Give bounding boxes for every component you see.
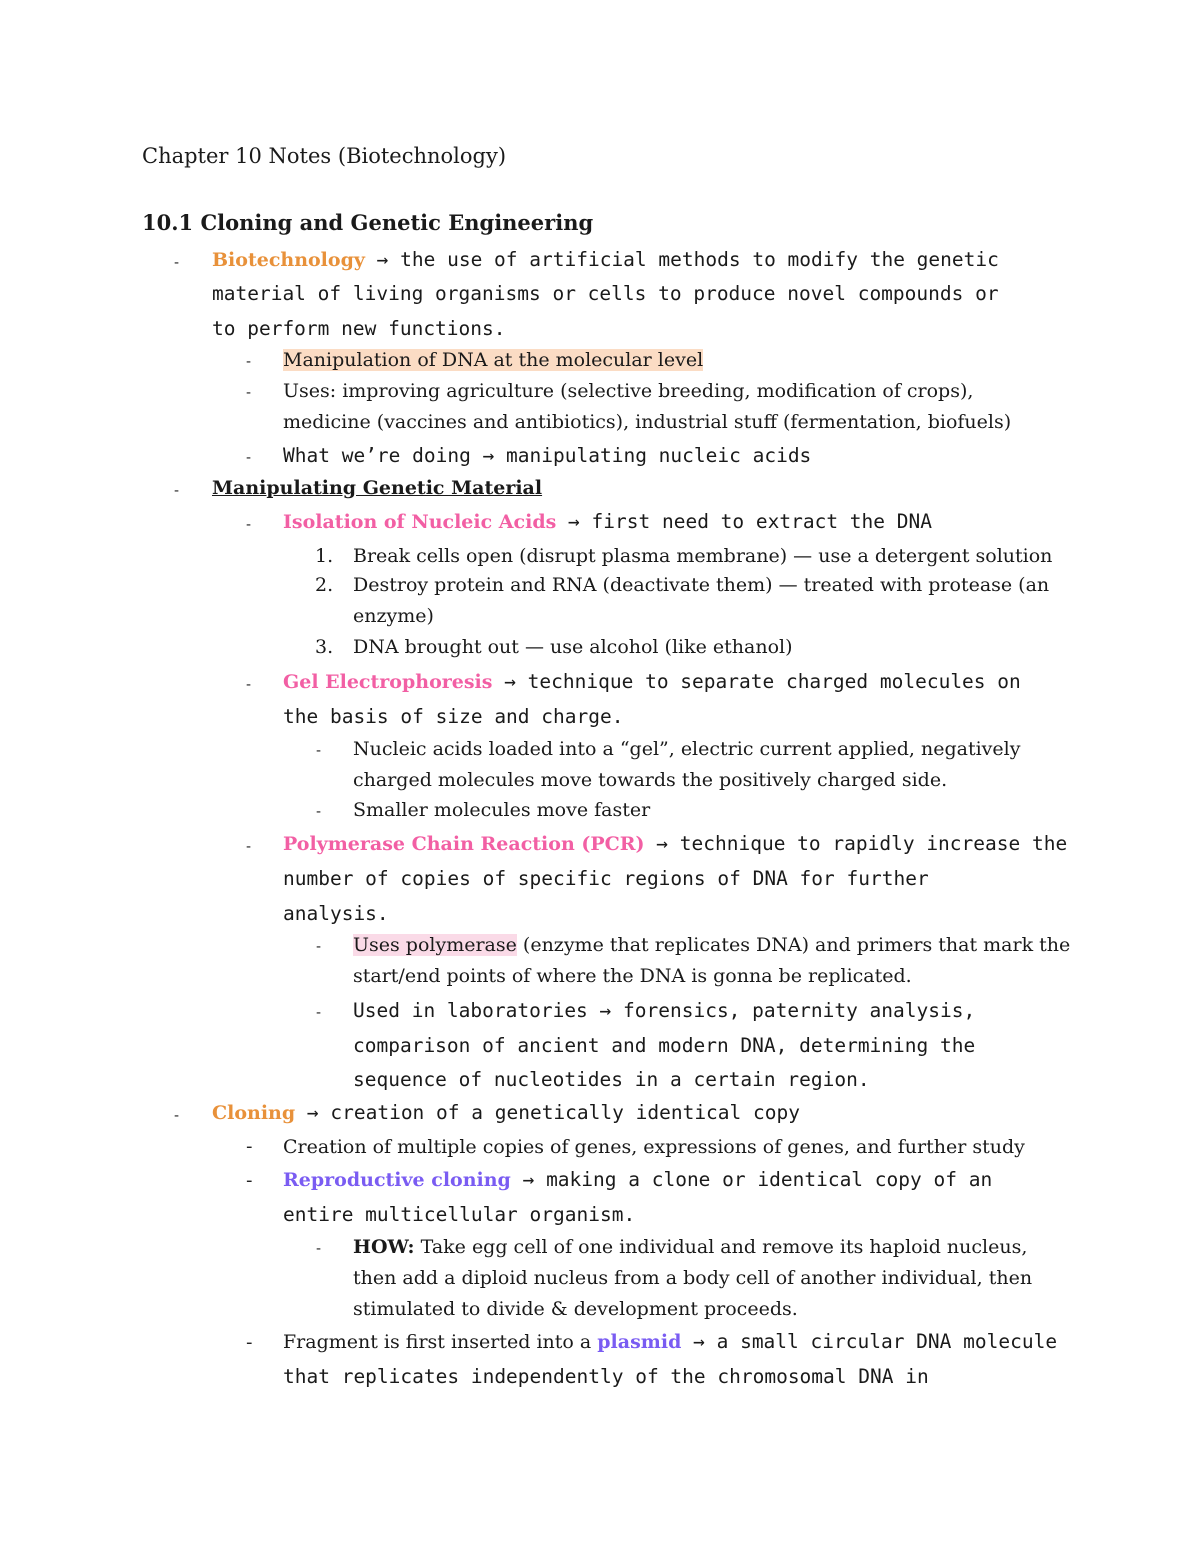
bullet-heavy-dash: -	[246, 1332, 253, 1353]
step-number: 2.	[315, 574, 334, 596]
pcr-sub-1-line-1	[353, 932, 1070, 958]
repro-def-1: → making a clone or identical copy of an	[510, 1168, 993, 1191]
step-text: DNA brought out — use alcohol (like ethanol)	[353, 636, 793, 658]
how-line-1	[353, 1234, 1027, 1260]
pcr-line-1	[283, 831, 1067, 857]
biotech-sub-2-line-1: Uses: improving agriculture (selective breeding, modification of crops),	[283, 380, 974, 402]
pcr-sub-1-line-2: start/end points of where the DNA is gonna be replicated.	[353, 965, 912, 987]
pcr-def-1: → technique to rapidly increase the	[644, 832, 1068, 855]
how-line-3: stimulated to divide & development proceeds.	[353, 1298, 798, 1320]
biotech-def-2: material of living organisms or cells to produce novel compounds or	[212, 282, 999, 305]
bullet-dash: -	[246, 354, 252, 370]
gel-def-1: → technique to separate charged molecules on	[492, 670, 1021, 693]
how-text-1: Take egg cell of one individual and remove its haploid nucleus,	[414, 1236, 1028, 1258]
pcr-sub-1-rest: (enzyme that replicates DNA) and primers that mark the	[516, 934, 1071, 956]
fragment-pre: Fragment is first inserted into a	[283, 1331, 598, 1353]
section-heading: 10.1 Cloning and Genetic Engineering	[142, 210, 594, 235]
bullet-dash: -	[316, 1241, 322, 1257]
step-text: Break cells open (disrupt plasma membrane) — use a detergent solution	[353, 545, 1053, 567]
bullet-dash: -	[174, 255, 180, 271]
pcr-sub-2-line-1: Used in laboratories → forensics, paternity analysis,	[353, 999, 976, 1022]
cloning-line	[212, 1100, 800, 1126]
bullet-dash: -	[316, 743, 322, 759]
biotech-line-1	[212, 247, 999, 273]
bullet-dash: -	[174, 483, 180, 499]
bullet-dash: -	[316, 804, 322, 820]
gel-def-2: the basis of size and charge.	[283, 705, 624, 728]
isolation-def: → first need to extract the DNA	[556, 510, 932, 533]
how-label: HOW:	[353, 1236, 415, 1258]
bullet-dash: -	[246, 677, 252, 693]
pcr-def-3: analysis.	[283, 902, 389, 925]
repro-line-1	[283, 1167, 992, 1193]
step-text-cont: enzyme)	[353, 605, 434, 627]
highlighted-text: Manipulation of DNA at the molecular level	[283, 349, 704, 371]
cloning-term: Cloning	[212, 1102, 296, 1124]
gel-sub-2: Smaller molecules move faster	[353, 799, 651, 821]
how-line-2: then add a diploid nucleus from a body cell of another individual, then	[353, 1267, 1033, 1289]
gel-sub-1-line-1: Nucleic acids loaded into a “gel”, electric current applied, negatively	[353, 738, 1021, 760]
fragment-def-2: that replicates independently of the chromosomal DNA in	[283, 1365, 929, 1388]
step-text: Destroy protein and RNA (deactivate them) — treated with protease (an	[353, 574, 1050, 596]
gel-sub-1-line-2: charged molecules move towards the positively charged side.	[353, 769, 948, 791]
isolation-line	[283, 509, 932, 535]
highlighted-text: Uses polymerase	[353, 934, 517, 956]
isolation-term: Isolation of Nucleic Acids	[283, 511, 557, 533]
fragment-def-1: → a small circular DNA molecule	[681, 1330, 1058, 1353]
biotech-sub-1	[283, 347, 703, 373]
step-number: 1.	[315, 545, 334, 567]
plasmid-term: plasmid	[597, 1331, 682, 1353]
bullet-dash: -	[246, 385, 252, 401]
pcr-term: Polymerase Chain Reaction (PCR)	[283, 833, 645, 855]
biotech-sub-2-line-2: medicine (vaccines and antibiotics), industrial stuff (fermentation, biofuels)	[283, 411, 1012, 433]
cloning-def: → creation of a genetically identical copy	[295, 1101, 800, 1124]
bullet-dash: -	[246, 517, 252, 533]
bullet-dash: -	[246, 450, 252, 466]
bullet-heavy-dash: -	[246, 1170, 253, 1191]
biotech-sub-3: What we’re doing → manipulating nucleic acids	[283, 444, 812, 467]
biotech-def-1: → the use of artificial methods to modify the genetic	[364, 248, 999, 271]
manip-heading: Manipulating Genetic Material	[212, 477, 543, 499]
bullet-dash: -	[174, 1108, 180, 1124]
bullet-dash: -	[246, 839, 252, 855]
pcr-sub-2-line-2: comparison of ancient and modern DNA, determining the	[353, 1034, 976, 1057]
cloning-sub-1: Creation of multiple copies of genes, expressions of genes, and further study	[283, 1136, 1025, 1158]
fragment-line-1	[283, 1329, 1057, 1355]
pcr-sub-2-line-3: sequence of nucleotides in a certain region.	[353, 1068, 870, 1091]
repro-term: Reproductive cloning	[283, 1169, 511, 1191]
gel-line-1	[283, 669, 1021, 695]
bullet-heavy-dash: -	[246, 1136, 253, 1157]
bullet-dash: -	[316, 939, 322, 955]
biotech-def-3: to perform new functions.	[212, 317, 506, 340]
page-title: Chapter 10 Notes (Biotechnology)	[142, 144, 507, 168]
step-number: 3.	[315, 636, 334, 658]
biotech-term: Biotechnology	[212, 249, 365, 271]
gel-term: Gel Electrophoresis	[283, 671, 493, 693]
repro-def-2: entire multicellular organism.	[283, 1203, 636, 1226]
bullet-dash: -	[316, 1005, 322, 1021]
pcr-def-2: number of copies of specific regions of DNA for further	[283, 867, 929, 890]
